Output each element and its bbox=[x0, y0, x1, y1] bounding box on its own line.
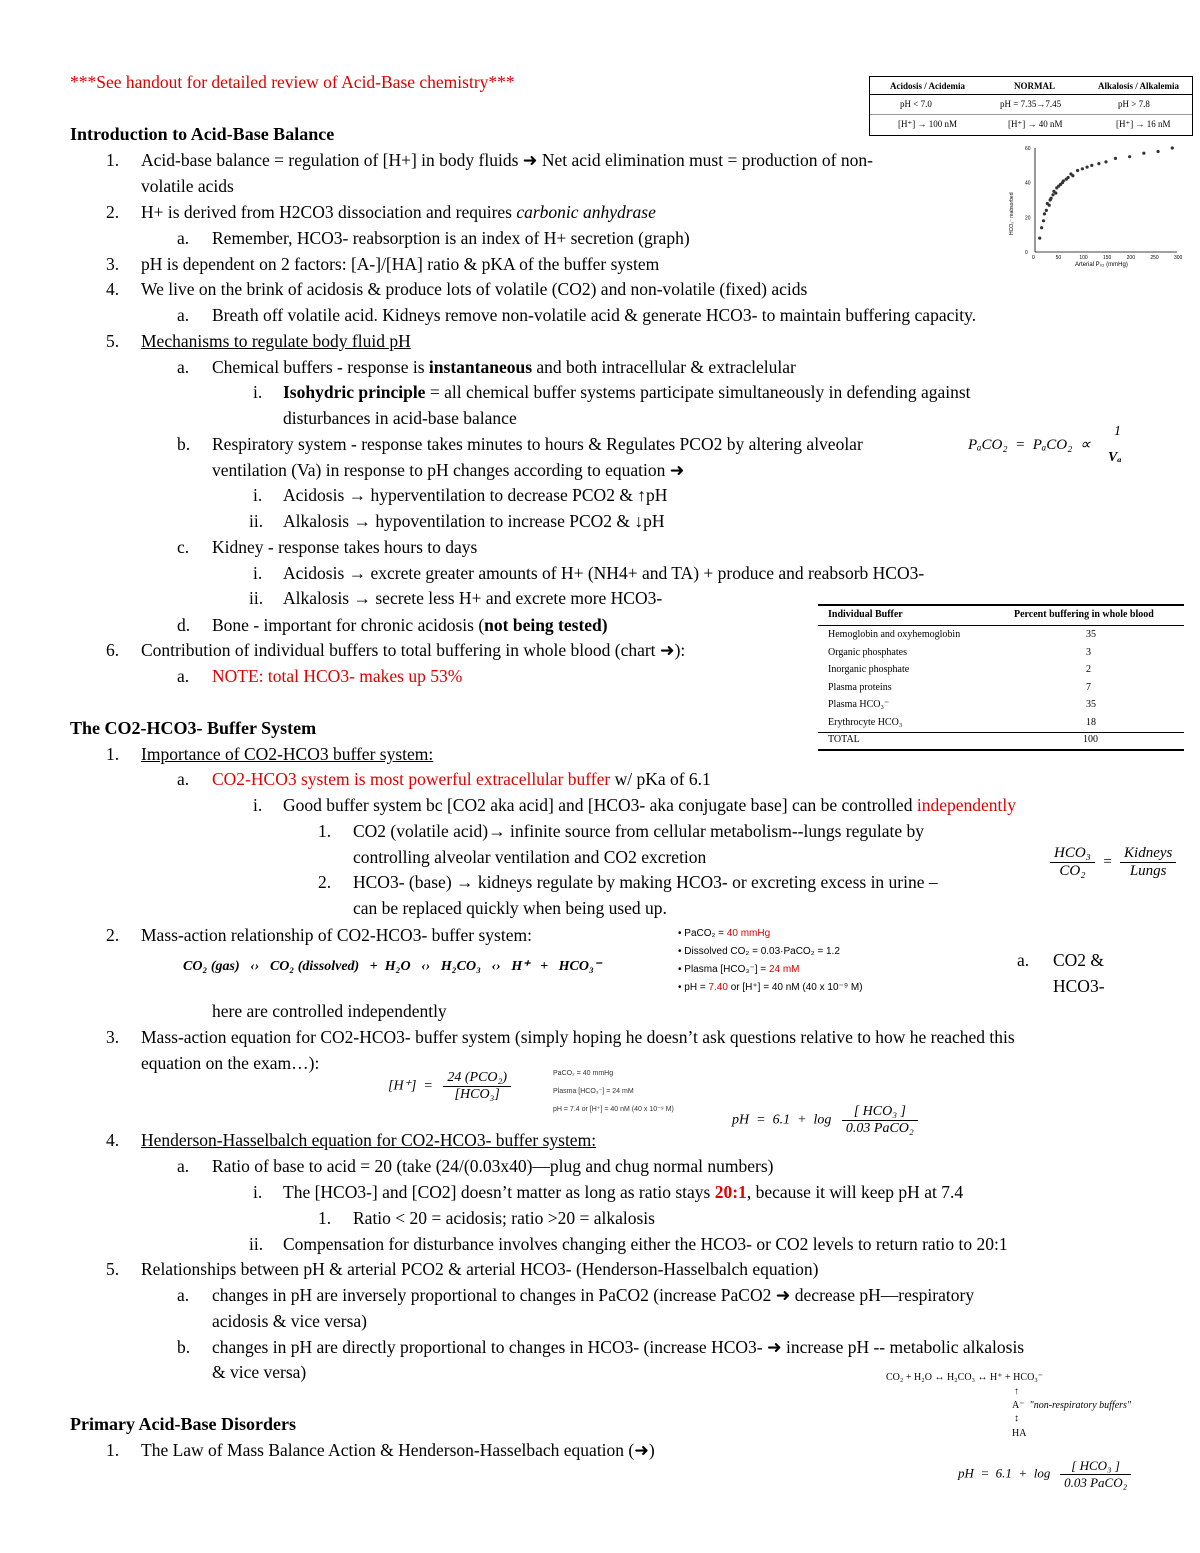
normal-value-item: • Plasma [HCO₃⁻] = 24 mM bbox=[678, 964, 800, 975]
small-value: pH = 7.4 or [H⁺] = 40 nM (40 x 10⁻⁹ M) bbox=[553, 1106, 674, 1113]
list-marker: a. bbox=[177, 666, 190, 686]
graph-point bbox=[1114, 157, 1117, 160]
ph-table-cell: pH > 7.8 bbox=[1118, 99, 1150, 109]
intro-item-5a: Chemical buffers - response is instantaneous and both intracellular & extraclelular bbox=[212, 357, 796, 377]
small-value: PaCO₂ = 40 mmHg bbox=[553, 1070, 614, 1077]
buffer-item-4a: Ratio of base to acid = 20 (take (24/(0.03x40)—plug and chug normal numbers) bbox=[212, 1156, 774, 1176]
buffer-table-total-label: TOTAL bbox=[828, 734, 860, 745]
graph-y-tick: 0 bbox=[1025, 250, 1028, 256]
list-marker: i. bbox=[253, 382, 263, 402]
graph-y-tick: 20 bbox=[1025, 215, 1031, 222]
buffer-item-4a-i: The [HCO3-] and [CO2] doesn’t matter as long as ratio stays 20:1, because it will keep pH at 7.4 bbox=[283, 1182, 964, 1202]
handout-note: ***See handout for detailed review of Acid-Base chemistry*** bbox=[70, 72, 515, 92]
graph-point bbox=[1090, 164, 1093, 167]
buffer-table-header: Percent buffering in whole blood bbox=[1014, 609, 1154, 620]
arrow-right-icon: ➜ bbox=[775, 1285, 791, 1305]
graph-point bbox=[1076, 169, 1079, 172]
buffer-table-row-label: Plasma HCO₃⁻ bbox=[828, 699, 890, 710]
list-marker: 6. bbox=[106, 640, 120, 660]
buffer-table-row-label: Erythrocyte HCO₃ bbox=[828, 716, 903, 728]
list-marker: a. bbox=[177, 228, 190, 248]
buffer-table-row-label: Plasma proteins bbox=[828, 681, 892, 693]
intro-item-5: Mechanisms to regulate body fluid pH bbox=[141, 331, 411, 351]
hco3-reabsorption-graph bbox=[1005, 140, 1185, 270]
buffer-item-1a: CO2-HCO3 system is most powerful extracellular buffer w/ pKa of 6.1 bbox=[212, 769, 711, 789]
ph-table-header-acidosis: Acidosis / Acidemia bbox=[890, 81, 966, 91]
buffer-item-1a-i-2: HCO3- (base) → kidneys regulate by making HCO3- or excreting excess in urine – bbox=[353, 872, 938, 892]
reaction-line: CO₂ + H₂O ↔ H₂CO₃ ↔ H⁺ + HCO₃⁻ bbox=[886, 1372, 1044, 1383]
buffer-item-2: Mass-action relationship of CO2-HCO3- buffer system: bbox=[141, 925, 532, 945]
normal-value-item: • Dissolved CO₂ = 0.03·PaCO₂ = 1.2 bbox=[678, 946, 840, 957]
list-marker: 4. bbox=[106, 1130, 120, 1150]
list-marker: a. bbox=[177, 769, 190, 789]
small-value: Plasma [HCO₃⁻] = 24 mM bbox=[553, 1088, 634, 1095]
ph-table-header-alkalosis: Alkalosis / Alkalemia bbox=[1098, 81, 1180, 91]
graph-x-tick: 150 bbox=[1103, 255, 1112, 261]
graph-point bbox=[1043, 212, 1046, 215]
ph-table-cell: [H⁺] → 40 nM bbox=[1008, 119, 1063, 129]
intro-item-2a: Remember, HCO3- reabsorption is an index of H+ secretion (graph) bbox=[212, 228, 690, 248]
graph-y-tick: 60 bbox=[1025, 146, 1031, 152]
graph-x-tick: 200 bbox=[1126, 255, 1136, 261]
intro-item-5b-ii: Alkalosis → hypoventilation to increase PCO2 & ↓pH bbox=[283, 511, 665, 531]
list-marker: ii. bbox=[249, 588, 264, 608]
arrow-right-icon: ➜ bbox=[634, 1440, 649, 1460]
buffer-item-3: Mass-action equation for CO2-HCO3- buffer system (simply hoping he doesn’t ask questions relative to how he reached this bbox=[141, 1027, 1015, 1047]
list-marker: 2. bbox=[318, 872, 332, 892]
intro-item-1: Acid-base balance = regulation of [H+] in body fluids ➜ Net acid elimination must = production of non- bbox=[141, 150, 873, 170]
graph-point bbox=[1085, 165, 1088, 168]
intro-item-4: We live on the brink of acidosis & produce lots of volatile (CO2) and non-volatile (fixed) acids bbox=[141, 279, 808, 299]
reaction-arrow-up: ↑ bbox=[1014, 1386, 1019, 1397]
list-marker: 1. bbox=[318, 1208, 332, 1228]
buffer-item-4a-ii: Compensation for disturbance involves changing either the HCO3- or CO2 levels to return ratio to 20:1 bbox=[283, 1234, 1008, 1254]
buffer-item-5a-cont: acidosis & vice versa) bbox=[212, 1311, 368, 1331]
list-marker: 1. bbox=[106, 150, 120, 170]
buffer-table-row-label: Organic phosphates bbox=[828, 646, 907, 658]
buffer-item-5b-cont: & vice versa) bbox=[212, 1362, 307, 1382]
intro-item-3: pH is dependent on 2 factors: [A-]/[HA] ratio & pKA of the buffer system bbox=[141, 254, 660, 274]
arrow-right-icon: ➜ bbox=[522, 150, 538, 170]
graph-point bbox=[1142, 152, 1145, 155]
list-marker: b. bbox=[177, 1337, 191, 1357]
intro-item-1-cont: volatile acids bbox=[141, 176, 234, 196]
primary-item-1: The Law of Mass Balance Action & Henderson-Hasselbach equation (➜) bbox=[141, 1440, 655, 1460]
graph-x-tick: 300 bbox=[1174, 255, 1183, 261]
buffer-table-row-value: 7 bbox=[1086, 681, 1091, 693]
intro-item-5c: Kidney - response takes hours to days bbox=[212, 537, 478, 557]
list-marker: a. bbox=[177, 1156, 190, 1176]
list-marker: i. bbox=[253, 1182, 263, 1202]
buffer-item-4a-i-1: Ratio < 20 = acidosis; ratio >20 = alkalosis bbox=[353, 1208, 655, 1228]
buffer-item-4: Henderson-Hasselbalch equation for CO2-HCO3- buffer system: bbox=[141, 1130, 597, 1150]
graph-point bbox=[1128, 155, 1131, 158]
buffer-item-1a-i-1: CO2 (volatile acid)→ infinite source from cellular metabolism--lungs regulate by bbox=[353, 821, 925, 841]
section-primary: Primary Acid-Base Disorders bbox=[70, 1414, 296, 1434]
list-marker: 1. bbox=[106, 744, 120, 764]
graph-point bbox=[1071, 174, 1074, 177]
list-marker: 5. bbox=[106, 331, 120, 351]
intro-item-5b-i: Acidosis → hyperventilation to decrease PCO2 & ↑pH bbox=[283, 485, 668, 505]
arrow-right-icon: ➜ bbox=[669, 460, 685, 480]
graph-y-tick: 40 bbox=[1025, 180, 1031, 187]
list-marker: d. bbox=[177, 615, 191, 635]
buffer-item-2a-cont: HCO3- bbox=[1053, 976, 1105, 996]
intro-item-4a: Breath off volatile acid. Kidneys remove non-volatile acid & generate HCO3- to maintain buffering capacity. bbox=[212, 305, 977, 325]
graph-point bbox=[1062, 179, 1065, 182]
list-marker: 1. bbox=[318, 821, 332, 841]
graph-x-tick: 250 bbox=[1150, 255, 1159, 261]
list-marker: 3. bbox=[106, 254, 120, 274]
list-marker: 4. bbox=[106, 279, 120, 299]
ph-table-cell: pH < 7.0 bbox=[900, 99, 932, 109]
buffer-table-row-label: Hemoglobin and oxyhemoglobin bbox=[828, 629, 961, 640]
list-marker: 5. bbox=[106, 1259, 120, 1279]
buffer-item-5a: changes in pH are inversely proportional to changes in PaCO2 (increase PaCO2 ➜ decrease pH—respiratory bbox=[212, 1285, 975, 1305]
graph-point bbox=[1054, 191, 1057, 194]
list-marker: 3. bbox=[106, 1027, 120, 1047]
graph-x-label: Arterial P₀₂ (mmHg) bbox=[1075, 262, 1128, 268]
arrow-right-icon: ➜ bbox=[659, 640, 675, 660]
small-values-list bbox=[553, 1065, 674, 1119]
normal-values-list bbox=[678, 925, 863, 997]
buffer-table-row-value: 3 bbox=[1086, 646, 1091, 658]
normal-value-item: • pH = 7.40 or [H⁺] = 40 nM (40 x 10⁻⁹ M) bbox=[678, 982, 863, 993]
mass-action-reaction: CO₂ (gas) ‹› CO₂ (dissolved) + H₂O ‹› H₂CO₃ ‹› H⁺ + HCO₃⁻ bbox=[183, 959, 602, 974]
henderson-hasselbalch-equation-2: pH = 6.1 + log $\frac{\text{[ HCO₃ ]}}{\text{0.03 PaCO₂}}$ bbox=[958, 1458, 1131, 1491]
equation-numerator: 1 bbox=[1114, 424, 1121, 439]
buffer-item-5b: changes in pH are directly proportional to changes in HCO3- (increase HCO3- ➜ increase pH -- metabolic alkalosis bbox=[212, 1337, 1025, 1357]
buffer-item-1a-i-2-cont: can be replaced quickly when being used up. bbox=[353, 898, 667, 918]
intro-item-5d: Bone - important for chronic acidosis (not being tested) bbox=[212, 615, 608, 635]
list-marker: c. bbox=[177, 537, 190, 557]
buffer-item-1a-i-1-cont: controlling alveolar ventilation and CO2 excretion bbox=[353, 847, 707, 867]
list-marker: i. bbox=[253, 795, 263, 815]
graph-x-tick: 50 bbox=[1055, 255, 1062, 261]
graph-point bbox=[1081, 167, 1084, 170]
intro-item-5a-i-cont: disturbances in acid-base balance bbox=[283, 408, 517, 428]
list-marker: 1. bbox=[106, 1440, 120, 1460]
ph-table-cell: [H⁺] → 100 nM bbox=[898, 119, 957, 129]
graph-x-tick: 0 bbox=[1032, 255, 1035, 261]
list-marker: i. bbox=[253, 563, 263, 583]
graph-y-label: HCO₃⁻ reabsorbed bbox=[1009, 192, 1015, 235]
buffer-item-3-cont: equation on the exam…): bbox=[141, 1053, 320, 1073]
buffer-item-1: Importance of CO2-HCO3 buffer system: bbox=[141, 744, 434, 764]
list-marker: a. bbox=[1017, 950, 1030, 970]
buffer-table-total-value: 100 bbox=[1083, 734, 1098, 745]
intro-item-5c-i: Acidosis → excrete greater amounts of H+ (NH4+ and TA) + produce and reabsorb HCO3- bbox=[283, 563, 925, 583]
graph-point bbox=[1048, 204, 1051, 207]
list-marker: ii. bbox=[249, 1234, 264, 1254]
graph-point bbox=[1171, 146, 1174, 149]
list-marker: a. bbox=[177, 1285, 190, 1305]
list-marker: b. bbox=[177, 434, 191, 454]
kidneys-lungs-ratio: $\frac{\text{HCO₃}}{\text{CO₂}}$ = $\frac{\text{Kidneys}}{\text{Lungs}}$ bbox=[1050, 845, 1176, 880]
equation-denominator: Vₐ bbox=[1108, 450, 1122, 465]
buffer-item-5: Relationships between pH & arterial PCO2 & arterial HCO3- (Henderson-Hasselbalch equation) bbox=[141, 1259, 819, 1279]
list-marker: 2. bbox=[106, 202, 120, 222]
buffer-table-row-label: Inorganic phosphate bbox=[828, 664, 910, 675]
buffer-table-row-value: 35 bbox=[1086, 629, 1096, 640]
buffer-item-2a-cont2: here are controlled independently bbox=[212, 1001, 447, 1021]
intro-item-5b: Respiratory system - response takes minutes to hours & Regulates PCO2 by altering alveolar bbox=[212, 434, 863, 454]
list-marker: a. bbox=[177, 305, 190, 325]
graph-point bbox=[1051, 193, 1054, 196]
intro-item-5b-cont: ventilation (Va) in response to pH changes according to equation ➜ bbox=[212, 460, 685, 480]
graph-point bbox=[1097, 162, 1100, 165]
list-marker: ii. bbox=[249, 511, 264, 531]
henderson-hasselbalch-equation: pH = 6.1 + log $\frac{\text{[ HCO₃ ]}}{\text{0.03 PaCO₂}}$ bbox=[732, 1104, 918, 1137]
intro-item-2: H+ is derived from H2CO3 dissociation and requires carbonic anhydrase bbox=[141, 202, 656, 222]
buffer-table-row-value: 2 bbox=[1086, 664, 1091, 675]
alveolar-co2-equation: PₐCO₂ = PₐCO₂ ∝ bbox=[968, 437, 1091, 453]
list-marker: 2. bbox=[106, 925, 120, 945]
graph-point bbox=[1104, 160, 1107, 163]
intro-item-6a: NOTE: total HCO3- makes up 53% bbox=[212, 666, 463, 686]
buffer-item-1a-i: Good buffer system bc [CO2 aka acid] and [HCO3- aka conjugate base] can be controlled independently bbox=[283, 795, 1016, 815]
list-marker: a. bbox=[177, 357, 190, 377]
reaction-arrow-updown: ↕ bbox=[1014, 1413, 1019, 1424]
graph-point bbox=[1156, 150, 1159, 153]
graph-point bbox=[1038, 237, 1041, 240]
reaction-conjugate-base: A⁻ "non-respiratory buffers" bbox=[1012, 1400, 1132, 1411]
buffer-table-row-value: 35 bbox=[1086, 699, 1096, 710]
graph-x-tick: 100 bbox=[1079, 255, 1088, 261]
graph-point bbox=[1042, 219, 1045, 222]
intro-item-6: Contribution of individual buffers to total buffering in whole blood (chart ➜): bbox=[141, 640, 686, 660]
ph-table-cell: pH = 7.35→7.45 bbox=[1000, 99, 1062, 109]
graph-point bbox=[1045, 209, 1048, 212]
ph-table-cell: [H⁺] → 16 nM bbox=[1116, 119, 1171, 129]
intro-item-5a-i: Isohydric principle = all chemical buffer systems participate simultaneously in defending against bbox=[283, 382, 971, 402]
buffer-table-row-value: 18 bbox=[1086, 716, 1096, 728]
list-marker: i. bbox=[253, 485, 263, 505]
section-buffer: The CO2-HCO3- Buffer System bbox=[70, 718, 317, 738]
buffer-table-header: Individual Buffer bbox=[828, 609, 903, 620]
section-intro: Introduction to Acid-Base Balance bbox=[70, 124, 335, 144]
buffer-item-2a: CO2 & bbox=[1053, 950, 1105, 970]
graph-point bbox=[1049, 197, 1052, 200]
arrow-right-icon: ➜ bbox=[766, 1337, 782, 1357]
normal-value-item: • PaCO₂ = 40 mmHg bbox=[678, 928, 771, 939]
ph-table-header-normal: NORMAL bbox=[1014, 81, 1055, 91]
reaction-weak-acid: HA bbox=[1012, 1428, 1027, 1439]
hydrogen-ion-equation: [H⁺] = $\frac{\text{24 (PCO₂)}}{\text{[HCO₃]}}$ bbox=[388, 1070, 511, 1103]
ph-range-table bbox=[869, 76, 1193, 136]
intro-item-5c-ii: Alkalosis → secrete less H+ and excrete more HCO3- bbox=[283, 588, 663, 608]
graph-point bbox=[1067, 176, 1070, 179]
graph-point bbox=[1040, 226, 1043, 229]
